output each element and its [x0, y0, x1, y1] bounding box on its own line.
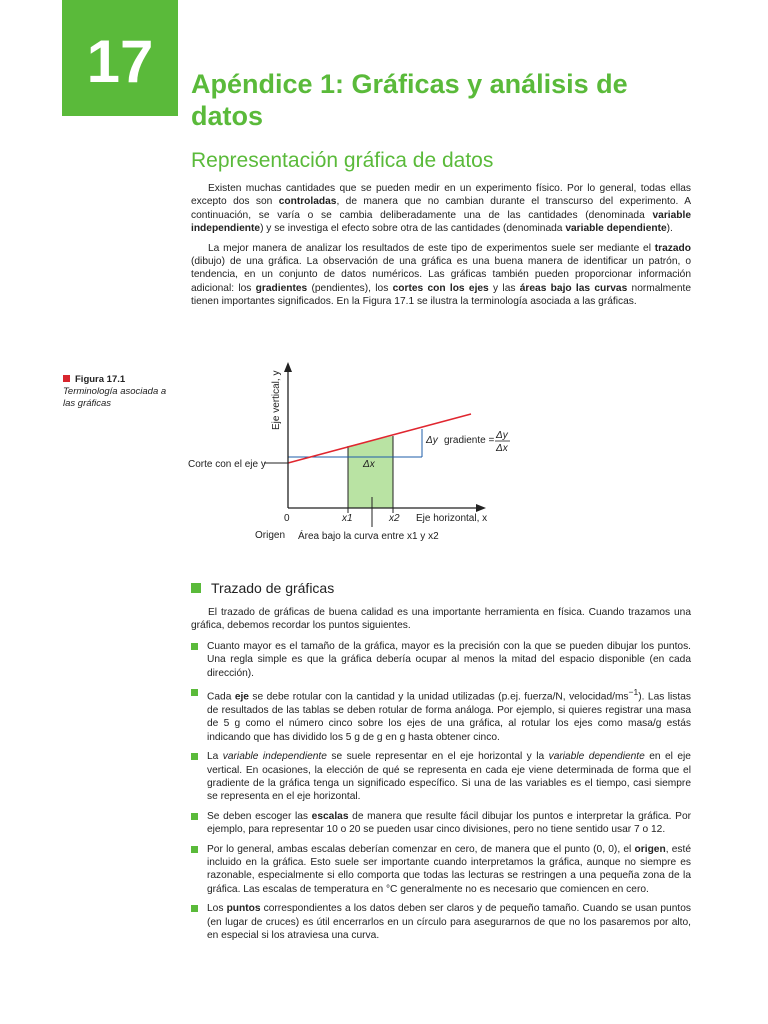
figure-description: Terminología asociada a las gráficas — [63, 386, 167, 409]
list-item: Los puntos correspondientes a los datos deben ser claros y de pequeño tamaño. Cuando se usan puntos (en lugar de cruces) es útil encerrarlos en un círculo para asegurarnos de que no los pasaremos por alto, en especial si los atraviesa una curva. — [191, 902, 691, 942]
x-axis-label: Eje horizontal, x — [416, 513, 488, 524]
gradient-label: gradiente = — [444, 435, 495, 446]
zero-label: 0 — [284, 513, 290, 524]
subsection-marker — [191, 583, 201, 593]
gradient-denominator: Δx — [496, 443, 508, 454]
gradient-numerator: Δy — [496, 430, 508, 441]
dx-label: Δx — [363, 459, 375, 470]
intro-paragraph-2: La mejor manera de analizar los resultados de este tipo de experimentos suele ser mediante el trazado (dibujo) de una gráfica. La observación de una gráfica es una buena manera de identificar un patrón, o tendencia, en un conjunto de datos numéricos. Las gráficas también pueden proporcionar información adicional: los gradientes (pendientes), los cortes con los ejes y las áreas bajo las curvas normalmente tienen importantes significados. En la Figura 17.1 se ilustra la terminología asociada a las gráficas. — [191, 242, 691, 308]
dy-label: Δy — [426, 435, 438, 446]
subsection-title: Trazado de gráficas — [211, 580, 335, 596]
list-item: Cada eje se debe rotular con la cantidad y la unidad utilizadas (p.ej. fuerza/N, velocidad/$ms^{-1}$). Las listas de resultados de las tablas se deben rotular de forma análoga. Por ejemplo, si quieres registrar una masa de 5 g como el número cinco sobre los ejes de una gráfica, al rotular los ejes como masa/g estás indicando que has dividido los 5 g de g en g hasta obtener cinco. — [191, 686, 691, 744]
intro-paragraph-1: Existen muchas cantidades que se pueden medir en un experimento físico. Por lo general, todas ellas excepto dos son controladas, de manera que no cambian durante el transcurso del experimento. A continuación, se varía o se cambia deliberadamente una de las cantidades (denominada variable independiente) y se investiga el efecto sobre otra de las cantidades (denominada variable dependiente). — [191, 183, 692, 235]
chapter-title: Apéndice 1: Gráficas y análisis de datos — [191, 69, 628, 131]
intercept-label: Corte con el eje y — [188, 459, 266, 470]
bullet-list — [191, 640, 691, 949]
y-axis-label: Eje vertical, y — [271, 370, 282, 430]
area-under-curve — [348, 436, 393, 508]
x1-label: x1 — [342, 513, 353, 524]
section-title: Representación gráfica de datos — [191, 149, 494, 172]
y-axis-arrow — [284, 362, 292, 372]
subsection-intro-paragraph: El trazado de gráficas de buena calidad es una importante herramienta en física. Cuando trazamos una gráfica, debemos recordar los puntos siguientes. — [191, 607, 691, 632]
list-item: Cuanto mayor es el tamaño de la gráfica, mayor es la precisión con la que se pueden dibujar los puntos. Una regla simple es que la gráfica debería ocupar al menos la mitad del espacio disponible (en cada dirección). — [191, 640, 691, 680]
subsection-heading — [191, 580, 334, 596]
list-item: Se deben escoger las escalas de manera que resulte fácil dibujar los puntos e interpretar la gráfica. Por ejemplo, para representar 10 o 20 se pueden usar cinco divisiones, pero no tiene sentido usar 7 o 12. — [191, 810, 691, 837]
list-item: La variable independiente se suele representar en el eje horizontal y la variable dependiente en el eje vertical. En ocasiones, la elección de qué se representa en cada eje viene determinada de forma que el gradiente de la gráfica tenga un significado específico. Si una de las variables es el tiempo, casi siempre se representa en el eje horizontal. — [191, 750, 691, 804]
figure-label: Figura 17.1 — [63, 374, 173, 386]
list-item: Por lo general, ambas escalas deberían comenzar en cero, de manera que el punto (0, 0), el origen, esté incluido en la gráfica. Esto suele ser importante cuando interpretamos la gráfica, aunque no siempre es razonable, especialmente si ello comporta que todas las lecturas se restringen a una pequeña zona de la gráfica. Las escalas de temperatura en °C generalmente no es necesario que comiencen en cero. — [191, 843, 691, 897]
chapter-number: 17 — [86, 28, 154, 95]
origin-label: Origen — [255, 530, 286, 541]
x-axis-arrow — [476, 504, 486, 512]
subsection-intro — [191, 606, 691, 633]
area-label: Área bajo la curva entre x1 y x2 — [298, 531, 439, 542]
x2-label: x2 — [389, 513, 400, 524]
